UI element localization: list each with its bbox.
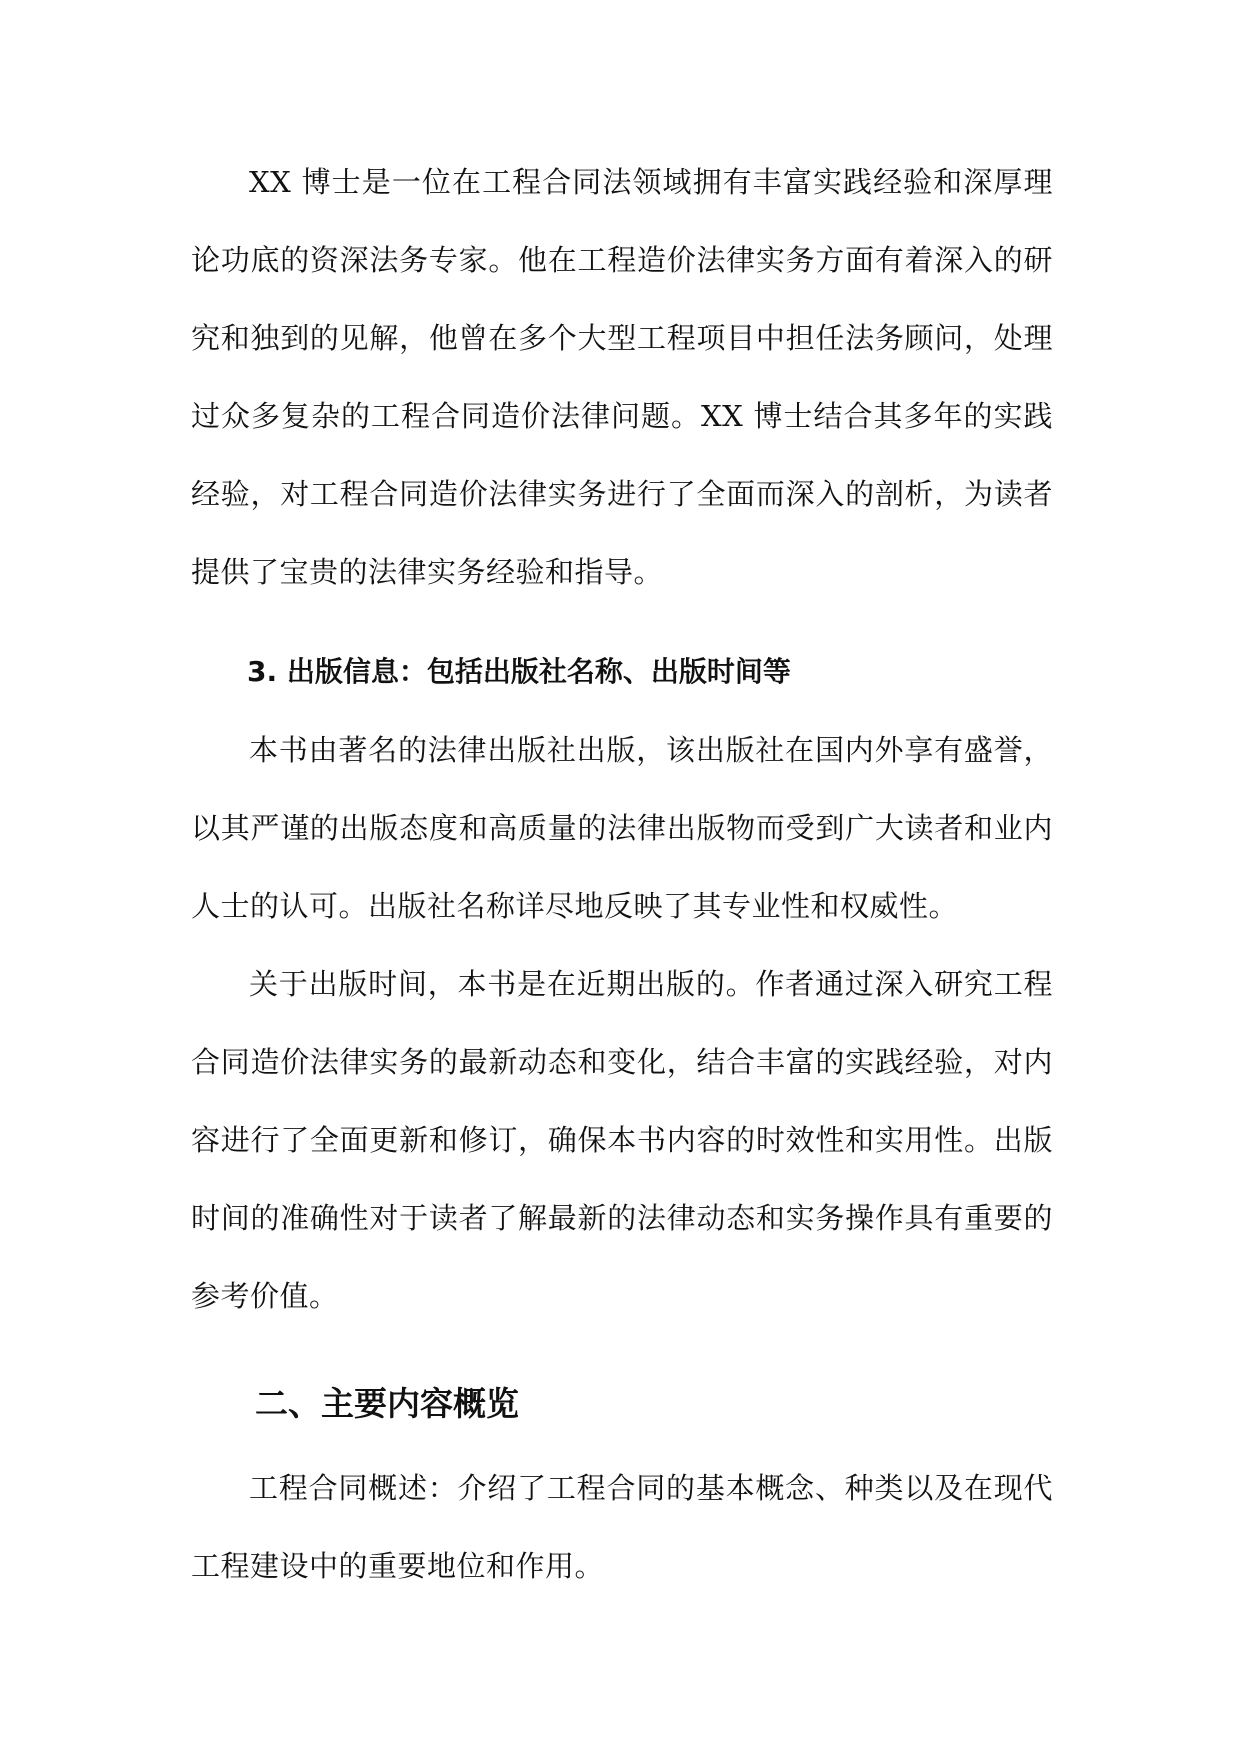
contract-overview-paragraph: 工程合同概述：介绍了工程合同的基本概念、种类以及在现代工程建设中的重要地位和作用。 bbox=[191, 1471, 1053, 1583]
document-body bbox=[191, 143, 1053, 1605]
publication-info-heading: 3. 出版信息：包括出版社名称、出版时间等 bbox=[247, 655, 791, 688]
author-paragraph: XX 博士是一位在工程合同法领域拥有丰富实践经验和深厚理论功底的资深法务专家。他在工程造价法律实务方面有着深入的研究和独到的见解，他曾在多个大型工程项目中担任法务顾问，处理过众多复杂的工程合同造价法律问题。XX 博士结合其多年的实践经验，对工程合同造价法律实务进行了全面而深入的剖析，为读者提供了宝贵的法律实务经验和指导。 bbox=[191, 165, 1053, 589]
publisher-paragraph: 本书由著名的法律出版社出版，该出版社在国内外享有盛誉，以其严谨的出版态度和高质量的法律出版物而受到广大读者和业内人士的认可。出版社名称详尽地反映了其专业性和权威性。 bbox=[191, 733, 1053, 923]
publication-time-paragraph: 关于出版时间，本书是在近期出版的。作者通过深入研究工程合同造价法律实务的最新动态和变化，结合丰富的实践经验，对内容进行了全面更新和修订，确保本书内容的时效性和实用性。出版时间的准确性对于读者了解最新的法律动态和实务操作具有重要的参考价值。 bbox=[191, 967, 1053, 1313]
main-content-heading: 二、主要内容概览 bbox=[255, 1384, 519, 1423]
